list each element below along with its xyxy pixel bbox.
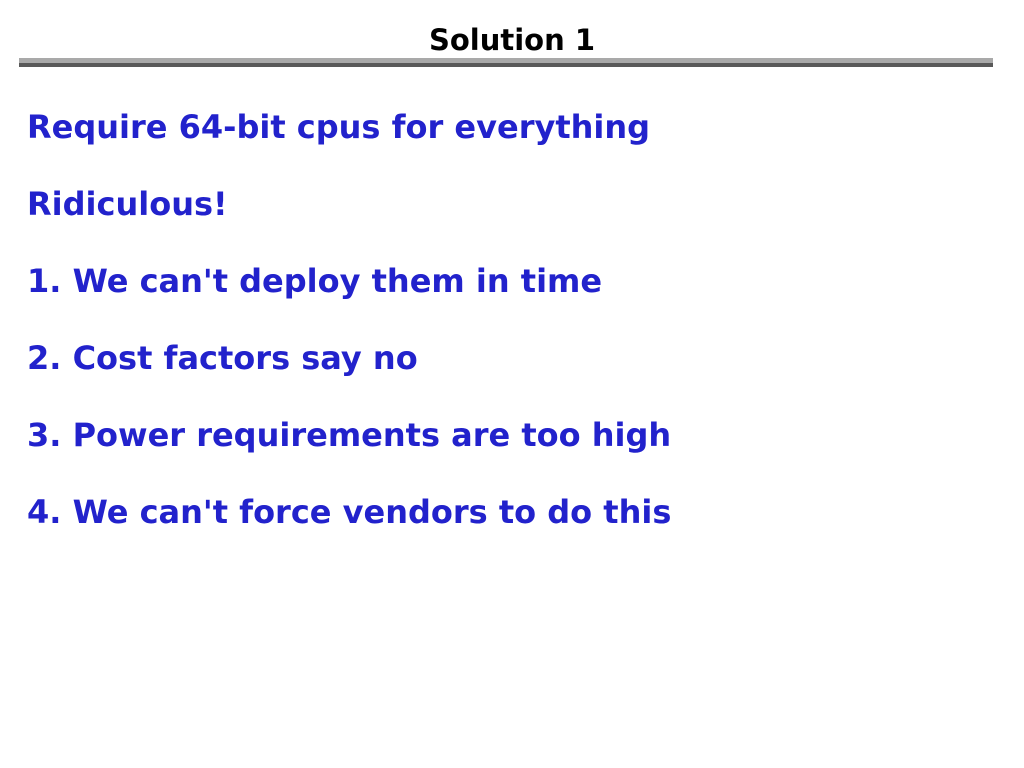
slide-text-line-require-64bit: Require 64-bit cpus for everything — [27, 108, 651, 146]
slide-title: Solution 1 — [428, 23, 596, 57]
slide-body — [27, 107, 1004, 569]
slide-text-line-point-1: 1. We can't deploy them in time — [27, 262, 603, 300]
title-divider-rule — [19, 58, 993, 67]
slide-text-line-point-3: 3. Power requirements are too high — [27, 416, 672, 454]
title-divider-rule-dark-band — [19, 63, 993, 67]
slide-text-line-point-2: 2. Cost factors say no — [27, 339, 418, 377]
slide-text-line-point-4: 4. We can't force vendors to do this — [27, 493, 672, 531]
slide-text-line-ridiculous: Ridiculous! — [27, 185, 228, 223]
